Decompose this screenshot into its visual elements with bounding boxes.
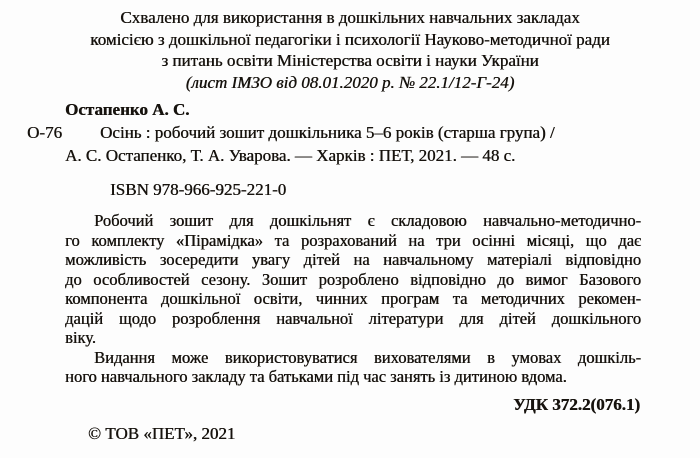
annotation-line: можливість зосередити увагу дітей на навчальному матеріалі відповідно bbox=[65, 250, 641, 269]
approval-block bbox=[0, 0, 700, 93]
annotation-line: до особливостей сезону. Зошит розроблено відповідно до вимог Базового bbox=[65, 269, 641, 289]
approval-line-3: з питань освіти Міністерства освіти і науки України bbox=[161, 51, 539, 70]
bibliographic-description-line-2: А. С. Остапенко, Т. А. Уварова. — Харків : ПЕТ, 2021. — 48 с. bbox=[65, 146, 516, 165]
annotation-paragraph-1 bbox=[65, 211, 641, 348]
approval-line-2: комісією з дошкільної педагогіки і психології Науково-методичної ради bbox=[90, 29, 610, 49]
annotation-line: компонента дошкільної освіти, чинних програм та методичних рекомен- bbox=[65, 289, 641, 308]
bibliographic-description-line-1 bbox=[27, 121, 641, 144]
annotation-line: Робочий зошит для дошкільнят є складовою навчально-методично- bbox=[94, 211, 641, 230]
annotation-line: дацій щодо розроблення навчальної літератури для дітей дошкільного bbox=[65, 308, 641, 328]
annotation-block bbox=[65, 211, 641, 387]
annotation-line: Видання може використовуватися вихователями в умовах дошкіль- bbox=[94, 347, 641, 367]
annotation-line: віку. bbox=[65, 328, 96, 347]
annotation-line: ного навчального закладу та батьками під час занять із дитиною вдома. bbox=[65, 367, 567, 386]
letter-reference: (лист ІМЗО від 08.01.2020 р. № 22.1/12-Г-24) bbox=[185, 72, 515, 92]
copyright-notice: © ТОВ «ПЕТ», 2021 bbox=[88, 423, 236, 443]
isbn-number: ISBN 978-966-925-221-0 bbox=[110, 180, 287, 199]
approval-line-1: Схвалено для використання в дошкільних навчальних закладах bbox=[120, 8, 580, 27]
author-heading: Остапенко А. С. bbox=[65, 100, 190, 119]
bibliographic-title: Осінь : робочий зошит дошкільника 5–6 років (старша група) / bbox=[100, 123, 555, 142]
annotation-paragraph-2 bbox=[65, 348, 641, 387]
catalog-card bbox=[27, 98, 641, 201]
author-sign-code: О-76 bbox=[27, 123, 62, 142]
udc-number: УДК 372.2(076.1) bbox=[513, 394, 640, 414]
annotation-line: го комплекту «Пірамідка» та розрахований на три осінні місяці, що дає bbox=[65, 230, 641, 250]
